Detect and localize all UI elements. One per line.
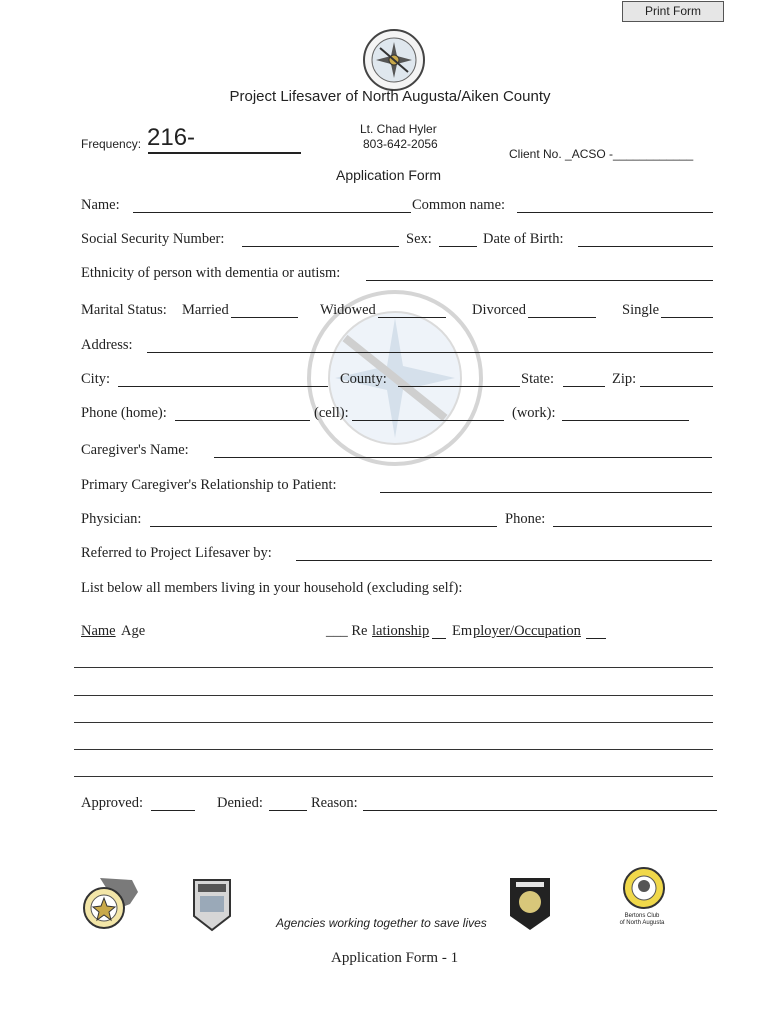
project-lifesaver-seal-logo (362, 28, 426, 92)
married-field[interactable] (231, 317, 298, 318)
household-line-5[interactable] (74, 776, 713, 777)
name-field[interactable] (133, 212, 411, 213)
employer-underline (586, 638, 606, 639)
single-label: Single (622, 302, 660, 318)
address-label: Address: (81, 337, 133, 353)
column-relationship-prefix: ___ Re (326, 623, 368, 639)
club-emblem-logo (622, 866, 666, 910)
denied-label: Denied: (217, 795, 263, 811)
column-employer: ployer/Occupation (473, 623, 581, 639)
column-age: Age (121, 623, 146, 639)
caregiver-name-field[interactable] (214, 457, 712, 458)
phone-home-label: Phone (home): (81, 405, 167, 421)
dob-field[interactable] (578, 246, 713, 247)
sex-label: Sex: (406, 231, 432, 247)
organization-title: Project Lifesaver of North Augusta/Aiken County (229, 88, 551, 105)
denied-field[interactable] (269, 810, 307, 811)
reason-field[interactable] (363, 810, 717, 811)
ethnicity-field[interactable] (366, 280, 713, 281)
single-field[interactable] (661, 317, 713, 318)
reason-label: Reason: (311, 795, 358, 811)
zip-label: Zip: (612, 371, 637, 387)
zip-field[interactable] (640, 386, 713, 387)
household-list-label: List below all members living in your household (excluding self): (81, 580, 463, 596)
relationship-underline (432, 638, 446, 639)
state-field[interactable] (563, 386, 605, 387)
work-label: (work): (512, 405, 556, 421)
common-name-label: Common name: (412, 197, 506, 213)
address-field[interactable] (147, 352, 713, 353)
aiken-police-patch-logo (190, 876, 234, 932)
footer-tagline: Agencies working together to save lives (276, 916, 487, 930)
club-name-line-2: of North Augusta (619, 920, 665, 926)
physician-field[interactable] (150, 526, 497, 527)
frequency-value[interactable]: 216- (147, 124, 196, 151)
ethnicity-label: Ethnicity of person with dementia or autism: (81, 265, 341, 281)
contact-name: Lt. Chad Hyler (360, 122, 437, 136)
referred-field[interactable] (296, 560, 712, 561)
form-title: Application Form (336, 167, 442, 183)
print-form-button[interactable]: Print Form (622, 1, 724, 22)
caregiver-name-label: Caregiver's Name: (81, 442, 189, 458)
primary-caregiver-field[interactable] (380, 492, 712, 493)
cell-label: (cell): (314, 405, 349, 421)
north-augusta-public-safety-patch-logo (506, 872, 554, 932)
contact-phone: 803-642-2056 (363, 137, 438, 151)
physician-label: Physician: (81, 511, 142, 527)
club-name-line-1: Bertons Club (624, 913, 660, 919)
sex-field[interactable] (439, 246, 477, 247)
dob-label: Date of Birth: (483, 231, 564, 247)
widowed-label: Widowed (320, 302, 376, 318)
divorced-field[interactable] (528, 317, 596, 318)
cell-field[interactable] (352, 420, 504, 421)
referred-label: Referred to Project Lifesaver by: (81, 545, 272, 561)
column-employer-prefix: Em (452, 623, 473, 639)
city-label: City: (81, 371, 111, 387)
frequency-underline (148, 152, 301, 154)
household-line-4[interactable] (74, 749, 713, 750)
sheriff-badge-logo (80, 874, 140, 932)
primary-caregiver-label: Primary Caregiver's Relationship to Patient: (81, 477, 337, 493)
household-line-2[interactable] (74, 695, 713, 696)
work-field[interactable] (562, 420, 689, 421)
physician-phone-field[interactable] (553, 526, 712, 527)
phone-home-field[interactable] (175, 420, 310, 421)
ssn-label: Social Security Number: (81, 231, 225, 247)
widowed-field[interactable] (378, 317, 446, 318)
county-field[interactable] (398, 386, 520, 387)
household-line-1[interactable] (74, 667, 713, 668)
frequency-label: Frequency: (81, 137, 142, 151)
common-name-field[interactable] (517, 212, 713, 213)
marital-status-label: Marital Status: (81, 302, 167, 318)
page-label: Application Form - 1 (331, 950, 459, 966)
state-label: State: (521, 371, 555, 387)
married-label: Married (182, 302, 229, 318)
approved-field[interactable] (151, 810, 195, 811)
club-caption (614, 913, 670, 927)
column-name: Name (81, 623, 116, 639)
name-label: Name: (81, 197, 120, 213)
city-field[interactable] (118, 386, 328, 387)
physician-phone-label: Phone: (505, 511, 546, 527)
client-number[interactable]: Client No. _ACSO -____________ (509, 147, 694, 161)
county-label: County: (340, 371, 387, 387)
approved-label: Approved: (81, 795, 144, 811)
column-relationship: lationship (372, 623, 430, 639)
divorced-label: Divorced (472, 302, 526, 318)
household-line-3[interactable] (74, 722, 713, 723)
ssn-field[interactable] (242, 246, 399, 247)
